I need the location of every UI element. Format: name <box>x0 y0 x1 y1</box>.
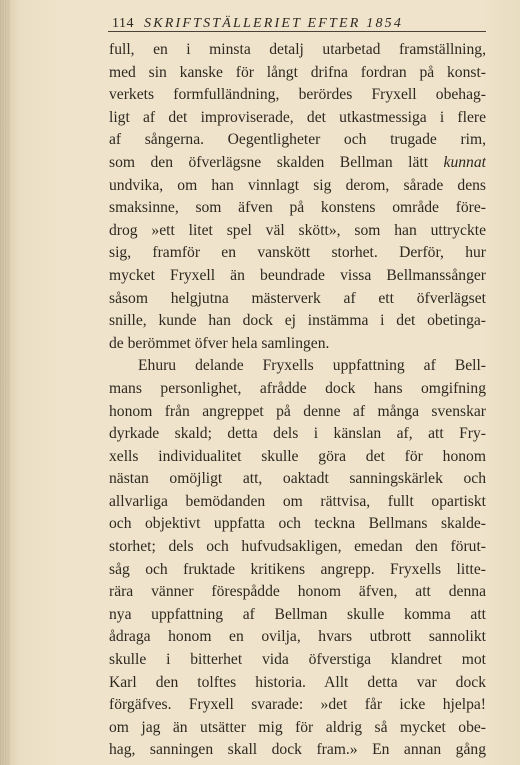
text-line-content: och objektivt uppfatta och teckna Bellmans skalde- <box>109 515 486 533</box>
text-line-content: full, en i minsta detalj utarbetad framställning, <box>109 41 486 58</box>
page-number: 114 <box>112 16 134 31</box>
text-line-content: nya uppfattning af Bellman skulle komma att <box>109 605 486 623</box>
text-line-content: skulle i bitterhet vida öfverstiga klandret mot <box>109 651 486 669</box>
header-rule <box>108 31 486 32</box>
text-line <box>109 129 486 152</box>
text-line <box>109 39 486 62</box>
text-line <box>109 626 486 649</box>
text-line-content: Ehuru delande Fryxells uppfattning af Bell- <box>138 357 486 375</box>
text-line-content: dyrkade skald; detta dels i känslan af, att Fry- <box>109 425 486 443</box>
text-line <box>109 513 486 536</box>
text-line-content: såsom helgjutna mästerverk af ett öfverlägset <box>109 289 486 307</box>
text-line <box>109 649 486 672</box>
text-line <box>109 84 486 107</box>
text-line <box>109 491 486 514</box>
text-line <box>109 672 486 695</box>
text-line <box>109 333 486 356</box>
text-line <box>109 536 486 559</box>
text-line-content: drog »ett litet spel väl skött», som han uttryckte <box>109 221 486 239</box>
text-line-content: nästan omöjligt att, oaktadt sanningskärlek och <box>109 470 486 488</box>
text-line-content: såg och fruktade kritikens angrepp. Fryxells litte- <box>109 560 486 578</box>
text-line-content: xells individualitet skulle göra det för honom <box>109 447 486 465</box>
text-line-content: mycket Fryxell än beundrade vissa Bellmanssånger <box>109 266 486 284</box>
text-line-content: mans personlighet, afrådde dock hans omgifning <box>109 379 486 397</box>
text-line <box>109 62 486 85</box>
body-text <box>109 39 486 762</box>
text-line <box>109 175 486 198</box>
text-line <box>109 423 486 446</box>
text-line-content: sig, framför en vanskött storhet. Derför, hur <box>109 244 486 262</box>
text-line <box>109 717 486 740</box>
text-line <box>109 107 486 130</box>
text-line-content: med sin kanske för långt drifna fordran på konst- <box>109 63 486 81</box>
text-line <box>109 739 486 762</box>
text-line-content: om jag än utsätter mig för aldrig så mycket obe- <box>109 718 486 736</box>
text-line-content: af sångerna. Oegentligheter och trugade rim, <box>109 131 486 149</box>
text-line-content: ådraga honom en ovilja, hvars utbrott sannolikt <box>109 628 486 646</box>
text-line <box>109 220 486 243</box>
text-line-content: hag, sanningen skall dock fram.» En annan gång <box>109 741 486 759</box>
emphasized-word: kunnat <box>443 153 486 171</box>
text-line-content: verkets formfulländning, berördes Fryxell obehag- <box>109 86 486 104</box>
text-line <box>109 446 486 469</box>
text-line <box>109 694 486 717</box>
text-line <box>109 288 486 311</box>
text-line <box>109 265 486 288</box>
text-line-content: storhet; dels och hufvudsakligen, emedan den förut- <box>109 538 486 556</box>
text-line-content: snille, kunde han dock ej instämma i det obetinga- <box>109 312 486 330</box>
text-line <box>109 242 486 265</box>
text-line-content: honom från angreppet på denne af många svenskar <box>109 402 486 420</box>
page-gutter <box>0 0 10 765</box>
text-line <box>109 604 486 627</box>
text-line <box>109 581 486 604</box>
text-line <box>109 310 486 333</box>
text-line-content: som den öfverlägsne skalden Bellman lätt <box>109 153 429 171</box>
text-line-content: ligt af det improviserade, det utkastmessiga i flere <box>109 108 486 126</box>
text-line <box>109 401 486 424</box>
text-line <box>109 378 486 401</box>
text-line-content: förgäfves. Fryxell svarade: »det får icke hjelpa! <box>109 696 486 714</box>
text-line-content: rära vänner förespådde honom äfven, att denna <box>109 583 486 601</box>
text-line <box>109 355 486 378</box>
text-line-content: allvarliga bemödanden om rättvisa, fullt opartiskt <box>109 492 486 510</box>
text-line <box>109 468 486 491</box>
text-line <box>109 559 486 582</box>
text-line-content: de berömmet öfver hela samlingen. <box>109 334 330 352</box>
text-line <box>109 152 486 175</box>
running-title: SKRIFTSTÄLLERIET EFTER 1854 <box>144 16 404 31</box>
text-line-content: undvika, om han vinnlagt sig derom, sårade dens <box>109 176 486 194</box>
text-line <box>109 197 486 220</box>
text-line-content: smaksinne, som äfven på konstens område före- <box>109 199 486 217</box>
text-line-content: Karl den tolftes historia. Allt detta var dock <box>109 673 486 691</box>
